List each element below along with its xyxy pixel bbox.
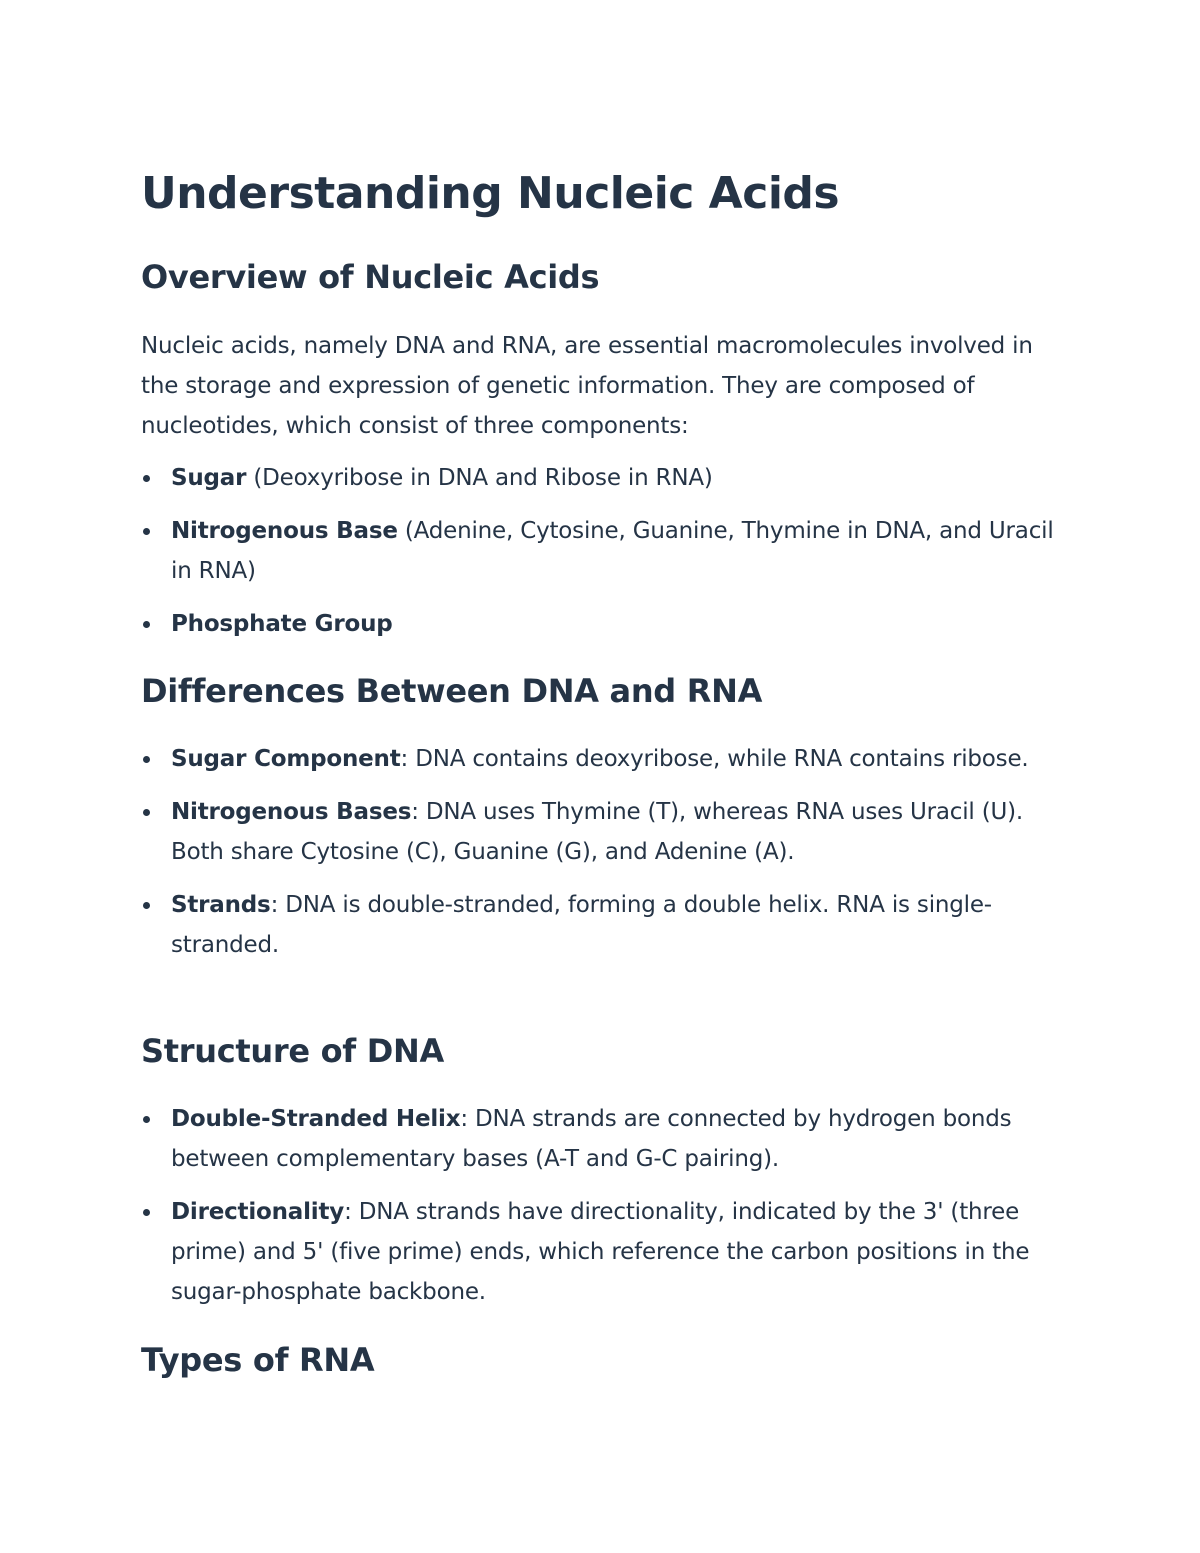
list-item-term: Double-Stranded Helix xyxy=(171,1106,461,1132)
bullet-icon xyxy=(143,621,150,628)
bullet-icon xyxy=(143,902,150,909)
section-heading-rna-types: Types of RNA xyxy=(141,1341,375,1379)
list-item-text: : DNA strands are connected by hydrogen bonds between complementary bases (A-T and G-C pairing). xyxy=(171,1106,1012,1172)
section-heading-differences: Differences Between DNA and RNA xyxy=(141,672,763,710)
components-list xyxy=(141,458,1061,644)
overview-paragraph: Nucleic acids, namely DNA and RNA, are essential macromolecules involved in the storage and expression of genetic information. They are composed of nucleotides, which consist of three components: xyxy=(141,333,1033,439)
bullet-icon xyxy=(143,528,150,535)
list-item-text: (Adenine, Cytosine, Guanine, Thymine in DNA, and Uracil in RNA) xyxy=(171,518,1054,584)
list-item-term: Sugar xyxy=(171,465,247,491)
bullet-icon xyxy=(143,809,150,816)
list-item-text: : DNA strands have directionality, indicated by the 3' (three prime) and 5' (five prime) ends, which reference the carbon positions in the sugar-phosphate backbone. xyxy=(171,1199,1030,1305)
document-title: Understanding Nucleic Acids xyxy=(141,168,840,219)
list-item xyxy=(141,1192,1061,1312)
bullet-icon xyxy=(143,1116,150,1123)
list-item-term: Phosphate Group xyxy=(171,611,393,637)
list-item-text: (Deoxyribose in DNA and Ribose in RNA) xyxy=(246,465,713,491)
section-heading-overview: Overview of Nucleic Acids xyxy=(141,258,600,296)
list-item-text: : DNA contains deoxyribose, while RNA contains ribose. xyxy=(400,746,1029,772)
list-item-term: Nitrogenous Base xyxy=(171,518,398,544)
bullet-icon xyxy=(143,475,150,482)
list-item xyxy=(141,511,1061,591)
list-item-term: Nitrogenous Bases xyxy=(171,799,412,825)
differences-list xyxy=(141,739,1061,965)
list-item-term: Sugar Component xyxy=(171,746,401,772)
list-item xyxy=(141,739,1061,779)
list-item xyxy=(141,604,1061,644)
dna-structure-list xyxy=(141,1099,1061,1312)
list-item-text: : DNA uses Thymine (T), whereas RNA uses Uracil (U). Both share Cytosine (C), Guanine (G), and Adenine (A). xyxy=(171,799,1024,865)
list-item-term: Directionality xyxy=(171,1199,345,1225)
list-item-text: : DNA is double-stranded, forming a double helix. RNA is single-stranded. xyxy=(171,892,992,958)
list-item xyxy=(141,1099,1061,1179)
section-heading-dna-structure: Structure of DNA xyxy=(141,1032,444,1070)
bullet-icon xyxy=(143,1209,150,1216)
list-item-term: Strands xyxy=(171,892,271,918)
list-item xyxy=(141,792,1061,872)
list-item xyxy=(141,885,1061,965)
bullet-icon xyxy=(143,756,150,763)
list-item xyxy=(141,458,1061,498)
